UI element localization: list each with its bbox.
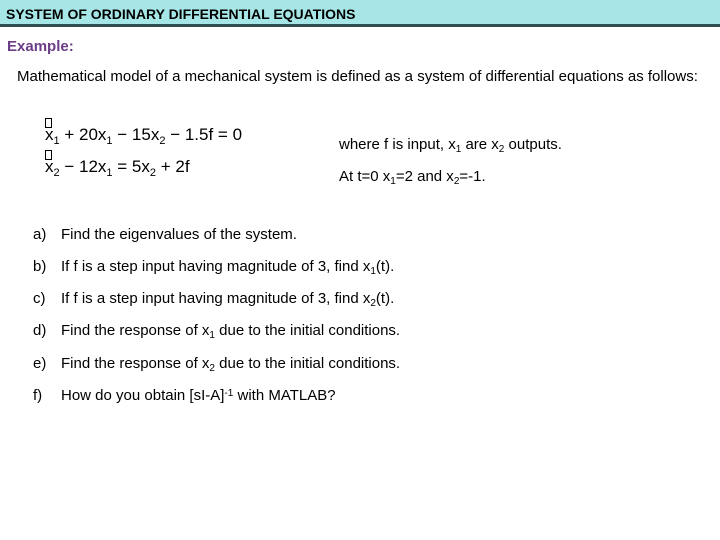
x-dot-2: x [45,157,54,177]
title-bar [0,0,720,27]
missing-glyph-box [45,118,52,128]
question-d: d) Find the response of $x_1$ due to the initial conditions. [33,322,401,341]
equation-2: $x_2 - 12x_1 = 5x_2 + 2f$ [45,157,190,177]
intro-text: Mathematical model of a mechanical system is defined as a system of differential equations as follows: [17,68,698,85]
equation-1: $x_1 + 20x_1 - 15x_2 - 1.5f = 0$ [45,125,242,145]
side-note-initial-conditions: At t=0 $x_1=2$ and $x_2=-1$. [339,168,486,187]
question-e: e) Find the response of $x_2$ due to the initial conditions. [33,355,401,374]
question-f: f) How do you obtain $[sI-A]^{-1}$ with MATLAB? [33,387,336,404]
page-title: SYSTEM OF ORDINARY DIFFERENTIAL EQUATIONS [6,6,356,22]
side-note-outputs: where f is input, $x_1$ are $x_2$ outputs. [339,136,562,155]
question-c: c) If f is a step input having magnitude of 3, find $x_2(t)$. [33,290,395,309]
question-a: a) Find the eigenvalues of the system. [33,226,297,243]
example-label: Example: [7,38,74,55]
question-b: b) If f is a step input having magnitude of 3, find $x_1(t)$. [33,258,395,277]
x-dot-1: x [45,125,54,145]
missing-glyph-box [45,150,52,160]
